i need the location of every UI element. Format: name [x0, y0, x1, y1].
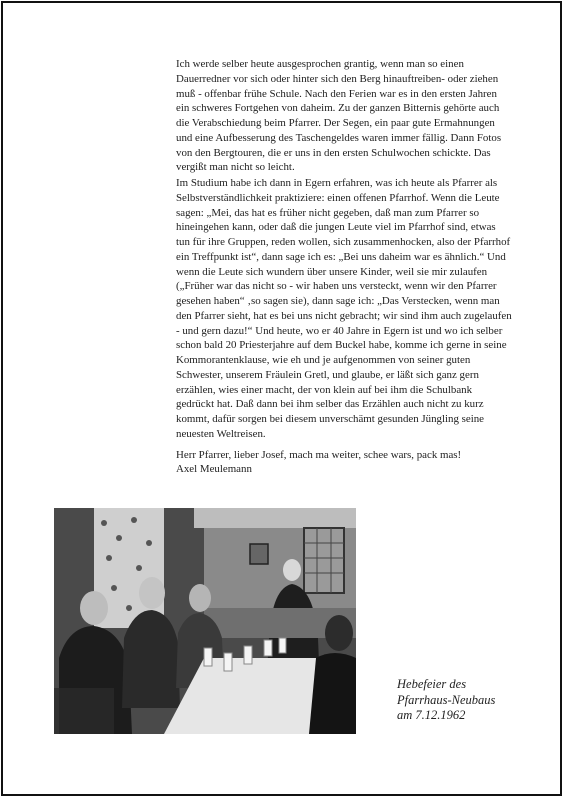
paragraph-1: Ich werde selber heute ausgesprochen grantig, wenn man so einen Dauerredner vor sich oder hinter sich den Berg hinauftreiben- oder ziehen muß - offenbar frühe Schule. Nach den Ferien war es in den ersten Jahren ein schweres Fortgehen von daheim. Zu der ganzen Bitternis gehörte auch die Verabschiedung beim Pfarrer. Der Segen, ein paar gute Ermahnungen und eine Aufbesserung des Taschengeldes waren immer fällig. Dann Fotos von den Bergtouren, die er uns in den ersten Schulwochen schickte. Das vergißt man nicht so leicht. — [176, 58, 502, 174]
group-photo — [54, 508, 356, 734]
photo-caption — [397, 677, 537, 724]
caption-line-2: Pfarrhaus-Neubaus — [397, 692, 496, 707]
article-text — [176, 57, 512, 477]
author-signature: Axel Meulemann — [176, 463, 252, 476]
caption-line-1: Hebefeier des — [397, 677, 467, 691]
paragraph-3: Herr Pfarrer, lieber Josef, mach ma weiter, schee wars, pack mas! — [176, 448, 462, 461]
caption-line-3: am 7.12.1962 — [397, 708, 466, 722]
paragraph-2: Im Studium habe ich dann in Egern erfahren, was ich heute als Pfarrer als Selbstverständlichkeit praktiziere: einen offenen Pfarrhof. Wenn die Leute sagen: „Mei, das hat es früher nicht gegeben, daß man zum Pfarrer so hineingehen kann, oder daß die jungen Leute viel im Pfarrhof sind, etwas tun für ihre Gruppen, reden wollen, sich zusammenhocken, also der Pfarrhof ein Treffpunkt ist“, dann sage ich es: „Bei uns daheim war es ähnlich.“ Und wenn die Leute sich wundern über unsere Kinder, weil sie mir zulaufen („Früher war das nicht so - wir haben uns versteckt, wenn wir den Pfarrer gesehen haben“ ‚so sagen sie), dann sage ich: „Das Verstecken, wenn man den Pfarrer sieht, hat es bei uns nicht gebracht; wir sind ihm auch zugelaufen - und gern dazu!“ Und heute, wo er 40 Jahre in Egern ist und wo ich selber schon bald 20 Priesterjahre auf dem Buckel habe, komme ich gerne in seine Kommorantenklause, wie eh und je aufgenommen von seiner guten Schwester, unserem Fräulein Gretl, und glaube, er läßt sich ganz gern erzählen, wies einer macht, der von klein auf bei ihm die Schulbank gedrückt hat. Daß dann bei ihm selber das Erzählen auch nicht zu kurz kommt, dafür sorgen bei diesem unverschämt gesunden Jüngling seine neuesten Weltreisen. — [176, 177, 512, 440]
